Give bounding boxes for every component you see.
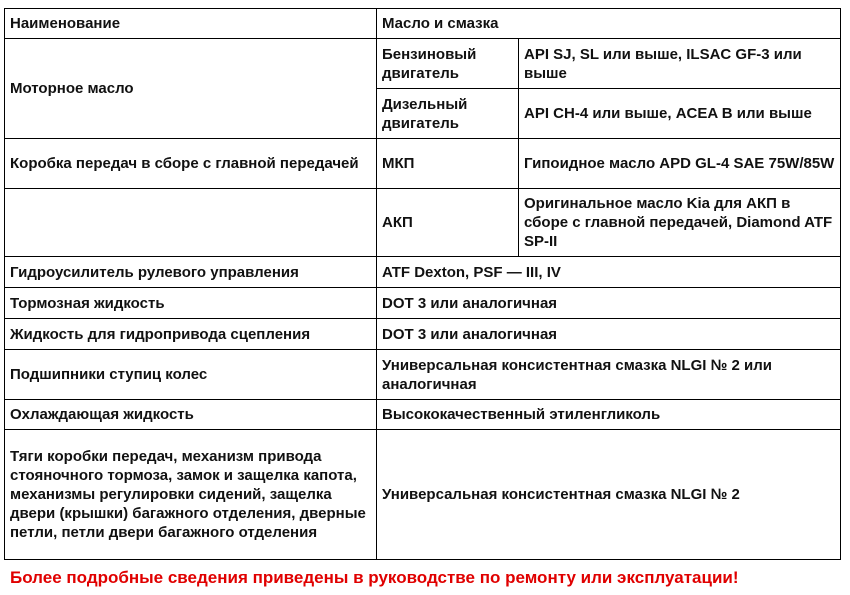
brake-fluid-name: Тормозная жидкость — [5, 288, 377, 319]
gearbox-empty-cell — [5, 189, 377, 257]
table-row — [5, 430, 841, 560]
linkages-value: Универсальная консистентная смазка NLGI № 2 — [377, 430, 841, 560]
brake-fluid-value: DOT 3 или аналогичная — [377, 288, 841, 319]
header-name-cell: Наименование — [5, 9, 377, 39]
table-row — [5, 288, 841, 319]
engine-diesel-label: Дизельный двигатель — [377, 89, 519, 139]
table-row — [5, 319, 841, 350]
gearbox-auto-label: АКП — [377, 189, 519, 257]
power-steering-value: ATF Dexton, PSF — III, IV — [377, 257, 841, 288]
table-row — [5, 39, 841, 89]
table-row — [5, 400, 841, 430]
header-oil-cell: Масло и смазка — [377, 9, 841, 39]
gearbox-name: Коробка передач в сборе с главной передачей — [5, 139, 377, 189]
coolant-value: Высококачественный этиленгликоль — [377, 400, 841, 430]
engine-gasoline-value: API SJ, SL или выше, ILSAC GF-3 или выше — [519, 39, 841, 89]
wheel-bearings-value: Универсальная консистентная смазка NLGI № 2 или аналогичная — [377, 350, 841, 400]
gearbox-manual-value: Гипоидное масло APD GL-4 SAE 75W/85W — [519, 139, 841, 189]
linkages-name: Тяги коробки передач, механизм привода стояночного тормоза, замок и защелка капота, механизмы регулировки сидений, защелка двери (крышки) багажного отделения, дверные петли, петли двери багажного отделения — [5, 430, 377, 560]
table-header-row — [5, 9, 841, 39]
footer-note: Более подробные сведения приведены в руководстве по ремонту или эксплуатации! — [10, 568, 739, 587]
gearbox-manual-label: МКП — [377, 139, 519, 189]
lubricants-table — [4, 8, 841, 560]
table-row — [5, 139, 841, 189]
clutch-fluid-value: DOT 3 или аналогичная — [377, 319, 841, 350]
table-row — [5, 257, 841, 288]
table-row — [5, 350, 841, 400]
engine-diesel-value: API CH-4 или выше, ACEA B или выше — [519, 89, 841, 139]
wheel-bearings-name: Подшипники ступиц колес — [5, 350, 377, 400]
gearbox-auto-value: Оригинальное масло Kia для АКП в сборе с главной передачей, Diamond ATF SP-II — [519, 189, 841, 257]
coolant-name: Охлаждающая жидкость — [5, 400, 377, 430]
power-steering-name: Гидроусилитель рулевого управления — [5, 257, 377, 288]
engine-oil-name: Моторное масло — [5, 39, 377, 139]
engine-gasoline-label: Бензиновый двигатель — [377, 39, 519, 89]
clutch-fluid-name: Жидкость для гидропривода сцепления — [5, 319, 377, 350]
table-row — [5, 189, 841, 257]
